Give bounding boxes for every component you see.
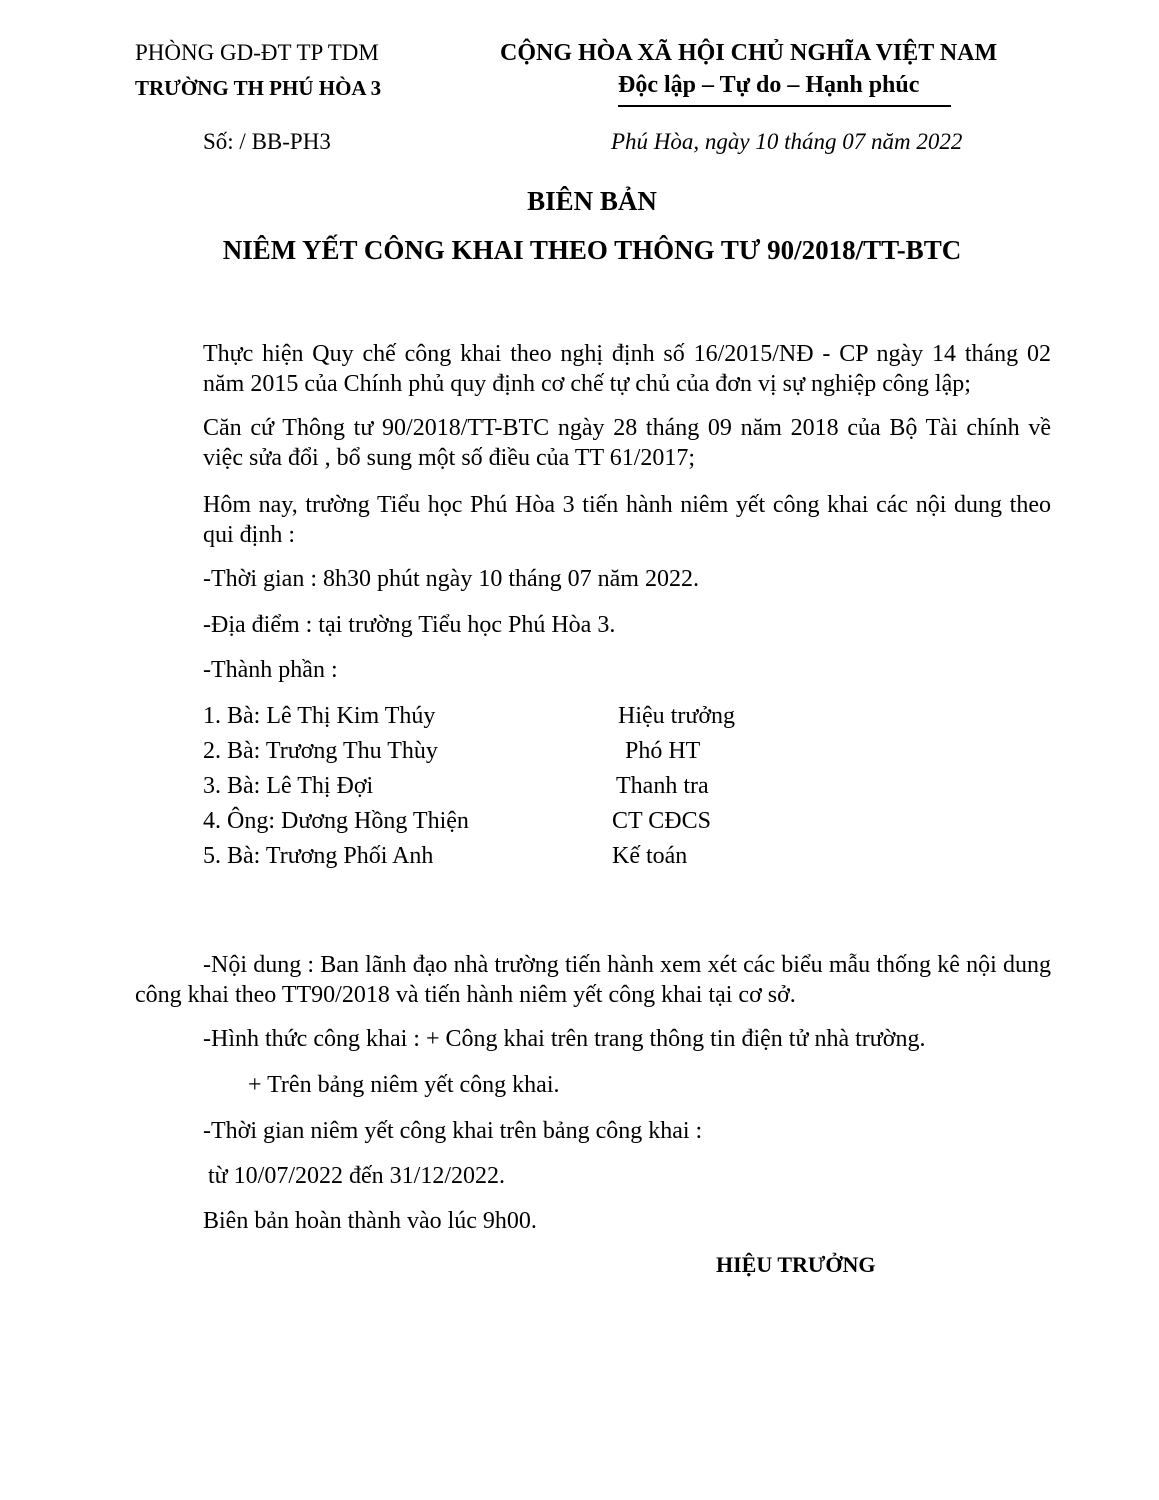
document-title: BIÊN BẢN: [527, 186, 657, 216]
disclosure-form-1: -Hình thức công khai : + Công khai trên trang thông tin điện tử nhà trường.: [203, 1026, 926, 1052]
motto-underline: [618, 105, 951, 107]
paragraph-circular: Căn cứ Thông tư 90/2018/TT-BTC ngày 28 tháng 09 năm 2018 của Bộ Tài chính về việc sửa đổi , bổ sung một số điều của TT 61/2017;: [203, 415, 1051, 471]
member-name: 1. Bà: Lê Thị Kim Thúy: [203, 703, 436, 729]
member-role: Phó HT: [625, 738, 701, 764]
content-text: -Nội dung : Ban lãnh đạo nhà trường tiến hành xem xét các biểu mẫu thống kê nội dung công khai theo TT90/2018 và tiến hành niêm yết công khai tại cơ sở.: [135, 952, 1051, 1008]
members-label: -Thành phần :: [203, 657, 338, 683]
posting-date-range: từ 10/07/2022 đến 31/12/2022.: [208, 1163, 505, 1189]
member-role: Thanh tra: [616, 773, 709, 799]
posting-period-label: -Thời gian niêm yết công khai trên bảng công khai :: [203, 1118, 703, 1144]
national-motto: Độc lập – Tự do – Hạnh phúc: [618, 72, 920, 98]
content-paragraph: [135, 950, 1051, 1010]
department-name: PHÒNG GD-ĐT TP TDM: [135, 40, 379, 65]
member-role: CT CĐCS: [612, 808, 711, 834]
member-name: 2. Bà: Trương Thu Thùy: [203, 738, 438, 764]
country-name: CỘNG HÒA XÃ HỘI CHỦ NGHĨA VIỆT NAM: [500, 40, 998, 66]
meeting-location: -Địa điểm : tại trường Tiểu học Phú Hòa 3.: [203, 612, 616, 638]
member-name: 5. Bà: Trương Phối Anh: [203, 843, 434, 869]
paragraph-decree: Thực hiện Quy chế công khai theo nghị định số 16/2015/NĐ - CP ngày 14 tháng 02 năm 2015 của Chính phủ quy định cơ chế tự chủ của đơn vị sự nghiệp công lập;: [203, 341, 1051, 397]
place-date: Phú Hòa, ngày 10 tháng 07 năm 2022: [611, 129, 963, 154]
school-name: TRƯỜNG TH PHÚ HÒA 3: [135, 76, 382, 100]
member-name: 3. Bà: Lê Thị Đợi: [203, 773, 374, 799]
paragraph-today: Hôm nay, trường Tiểu học Phú Hòa 3 tiến hành niêm yết công khai các nội dung theo qui định :: [203, 492, 1051, 548]
member-role: Hiệu trưởng: [618, 703, 736, 729]
document-subtitle: NIÊM YẾT CÔNG KHAI THEO THÔNG TƯ 90/2018/TT-BTC: [222, 235, 962, 265]
completion-time: Biên bản hoàn thành vào lúc 9h00.: [203, 1208, 537, 1234]
member-name: 4. Ông: Dương Hồng Thiện: [203, 808, 469, 834]
document-number: Số: / BB-PH3: [203, 129, 331, 154]
meeting-time: -Thời gian : 8h30 phút ngày 10 tháng 07 năm 2022.: [203, 566, 699, 592]
signature-title: HIỆU TRƯỞNG: [716, 1252, 876, 1277]
disclosure-form-2: + Trên bảng niêm yết công khai.: [248, 1072, 560, 1098]
member-role: Kế toán: [612, 843, 688, 869]
